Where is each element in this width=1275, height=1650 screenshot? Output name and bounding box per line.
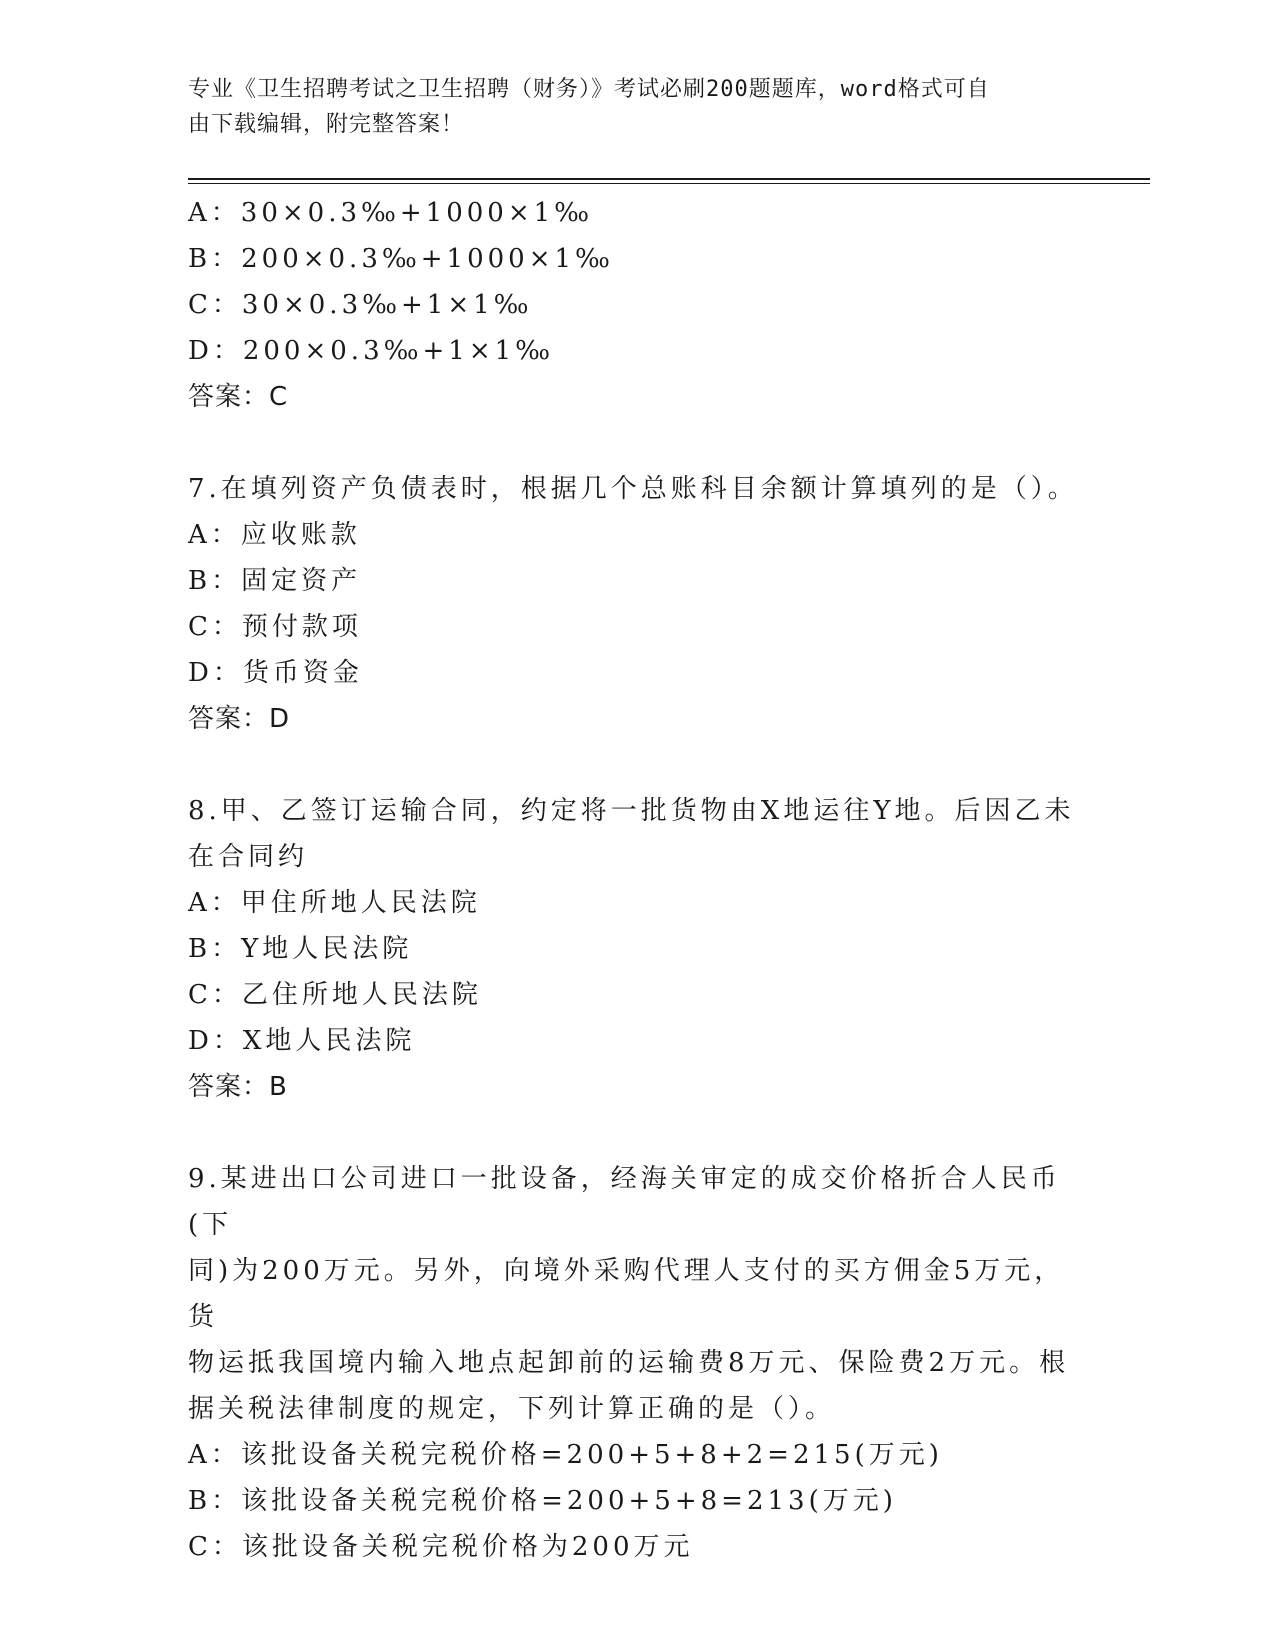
option-d: D：货币资金 xyxy=(188,658,363,688)
option-b: B：Y地人民法院 xyxy=(188,934,413,964)
option-a: A：30×0.3‰+1000×1‰ xyxy=(188,198,594,228)
question-text-line-3: 物运抵我国境内输入地点起卸前的运输费8万元、保险费2万元。根 xyxy=(188,1348,1070,1378)
option-c: C：30×0.3‰+1×1‰ xyxy=(188,290,533,320)
question-6 xyxy=(188,190,1088,420)
answer: 答案：B xyxy=(188,1072,288,1102)
header-line-2: 由下载编辑，附完整答案！ xyxy=(188,112,465,137)
question-text-line-1: 9.某进出口公司进口一批设备，经海关审定的成交价格折合人民币(下 xyxy=(188,1164,1061,1240)
question-text-line-1: 8.甲、乙签订运输合同，约定将一批货物由X地运往Y地。后因乙未 xyxy=(188,796,1075,826)
question-text-line-4: 据关税法律制度的规定，下列计算正确的是（）。 xyxy=(188,1394,836,1424)
document-body xyxy=(188,190,1088,1570)
question-9 xyxy=(188,1156,1088,1570)
header-line-1: 专业《卫生招聘考试之卫生招聘（财务）》考试必刷200题题库，word格式可自 xyxy=(188,77,990,102)
option-c: C：该批设备关税完税价格为200万元 xyxy=(188,1532,694,1562)
option-a: A：应收账款 xyxy=(188,520,361,550)
spacer xyxy=(188,1110,1088,1156)
question-7 xyxy=(188,466,1088,742)
spacer xyxy=(188,420,1088,466)
option-b: B：固定资产 xyxy=(188,566,362,596)
answer: 答案：D xyxy=(188,704,291,734)
question-text: 7.在填列资产负债表时，根据几个总账科目余额计算填列的是（）。 xyxy=(188,474,1078,504)
question-text-line-2: 同)为200万元。另外，向境外采购代理人支付的买方佣金5万元，货 xyxy=(188,1256,1065,1332)
option-b: B：该批设备关税完税价格=200+5+8=213(万元) xyxy=(188,1486,897,1516)
option-a: A：甲住所地人民法院 xyxy=(188,888,481,918)
option-d: D：200×0.3‰+1×1‰ xyxy=(188,336,555,366)
option-a: A：该批设备关税完税价格=200+5+8+2=215(万元) xyxy=(188,1440,943,1470)
header-rule-thick xyxy=(188,178,1150,180)
question-text-line-2: 在合同约 xyxy=(188,842,309,872)
document-header xyxy=(188,72,1088,142)
spacer xyxy=(188,742,1088,788)
option-d: D：X地人民法院 xyxy=(188,1026,416,1056)
question-8 xyxy=(188,788,1088,1110)
option-b: B：200×0.3‰+1000×1‰ xyxy=(188,244,614,274)
answer: 答案：C xyxy=(188,382,289,412)
option-c: C：预付款项 xyxy=(188,612,362,642)
header-rule-thin xyxy=(188,183,1150,184)
option-c: C：乙住所地人民法院 xyxy=(188,980,482,1010)
